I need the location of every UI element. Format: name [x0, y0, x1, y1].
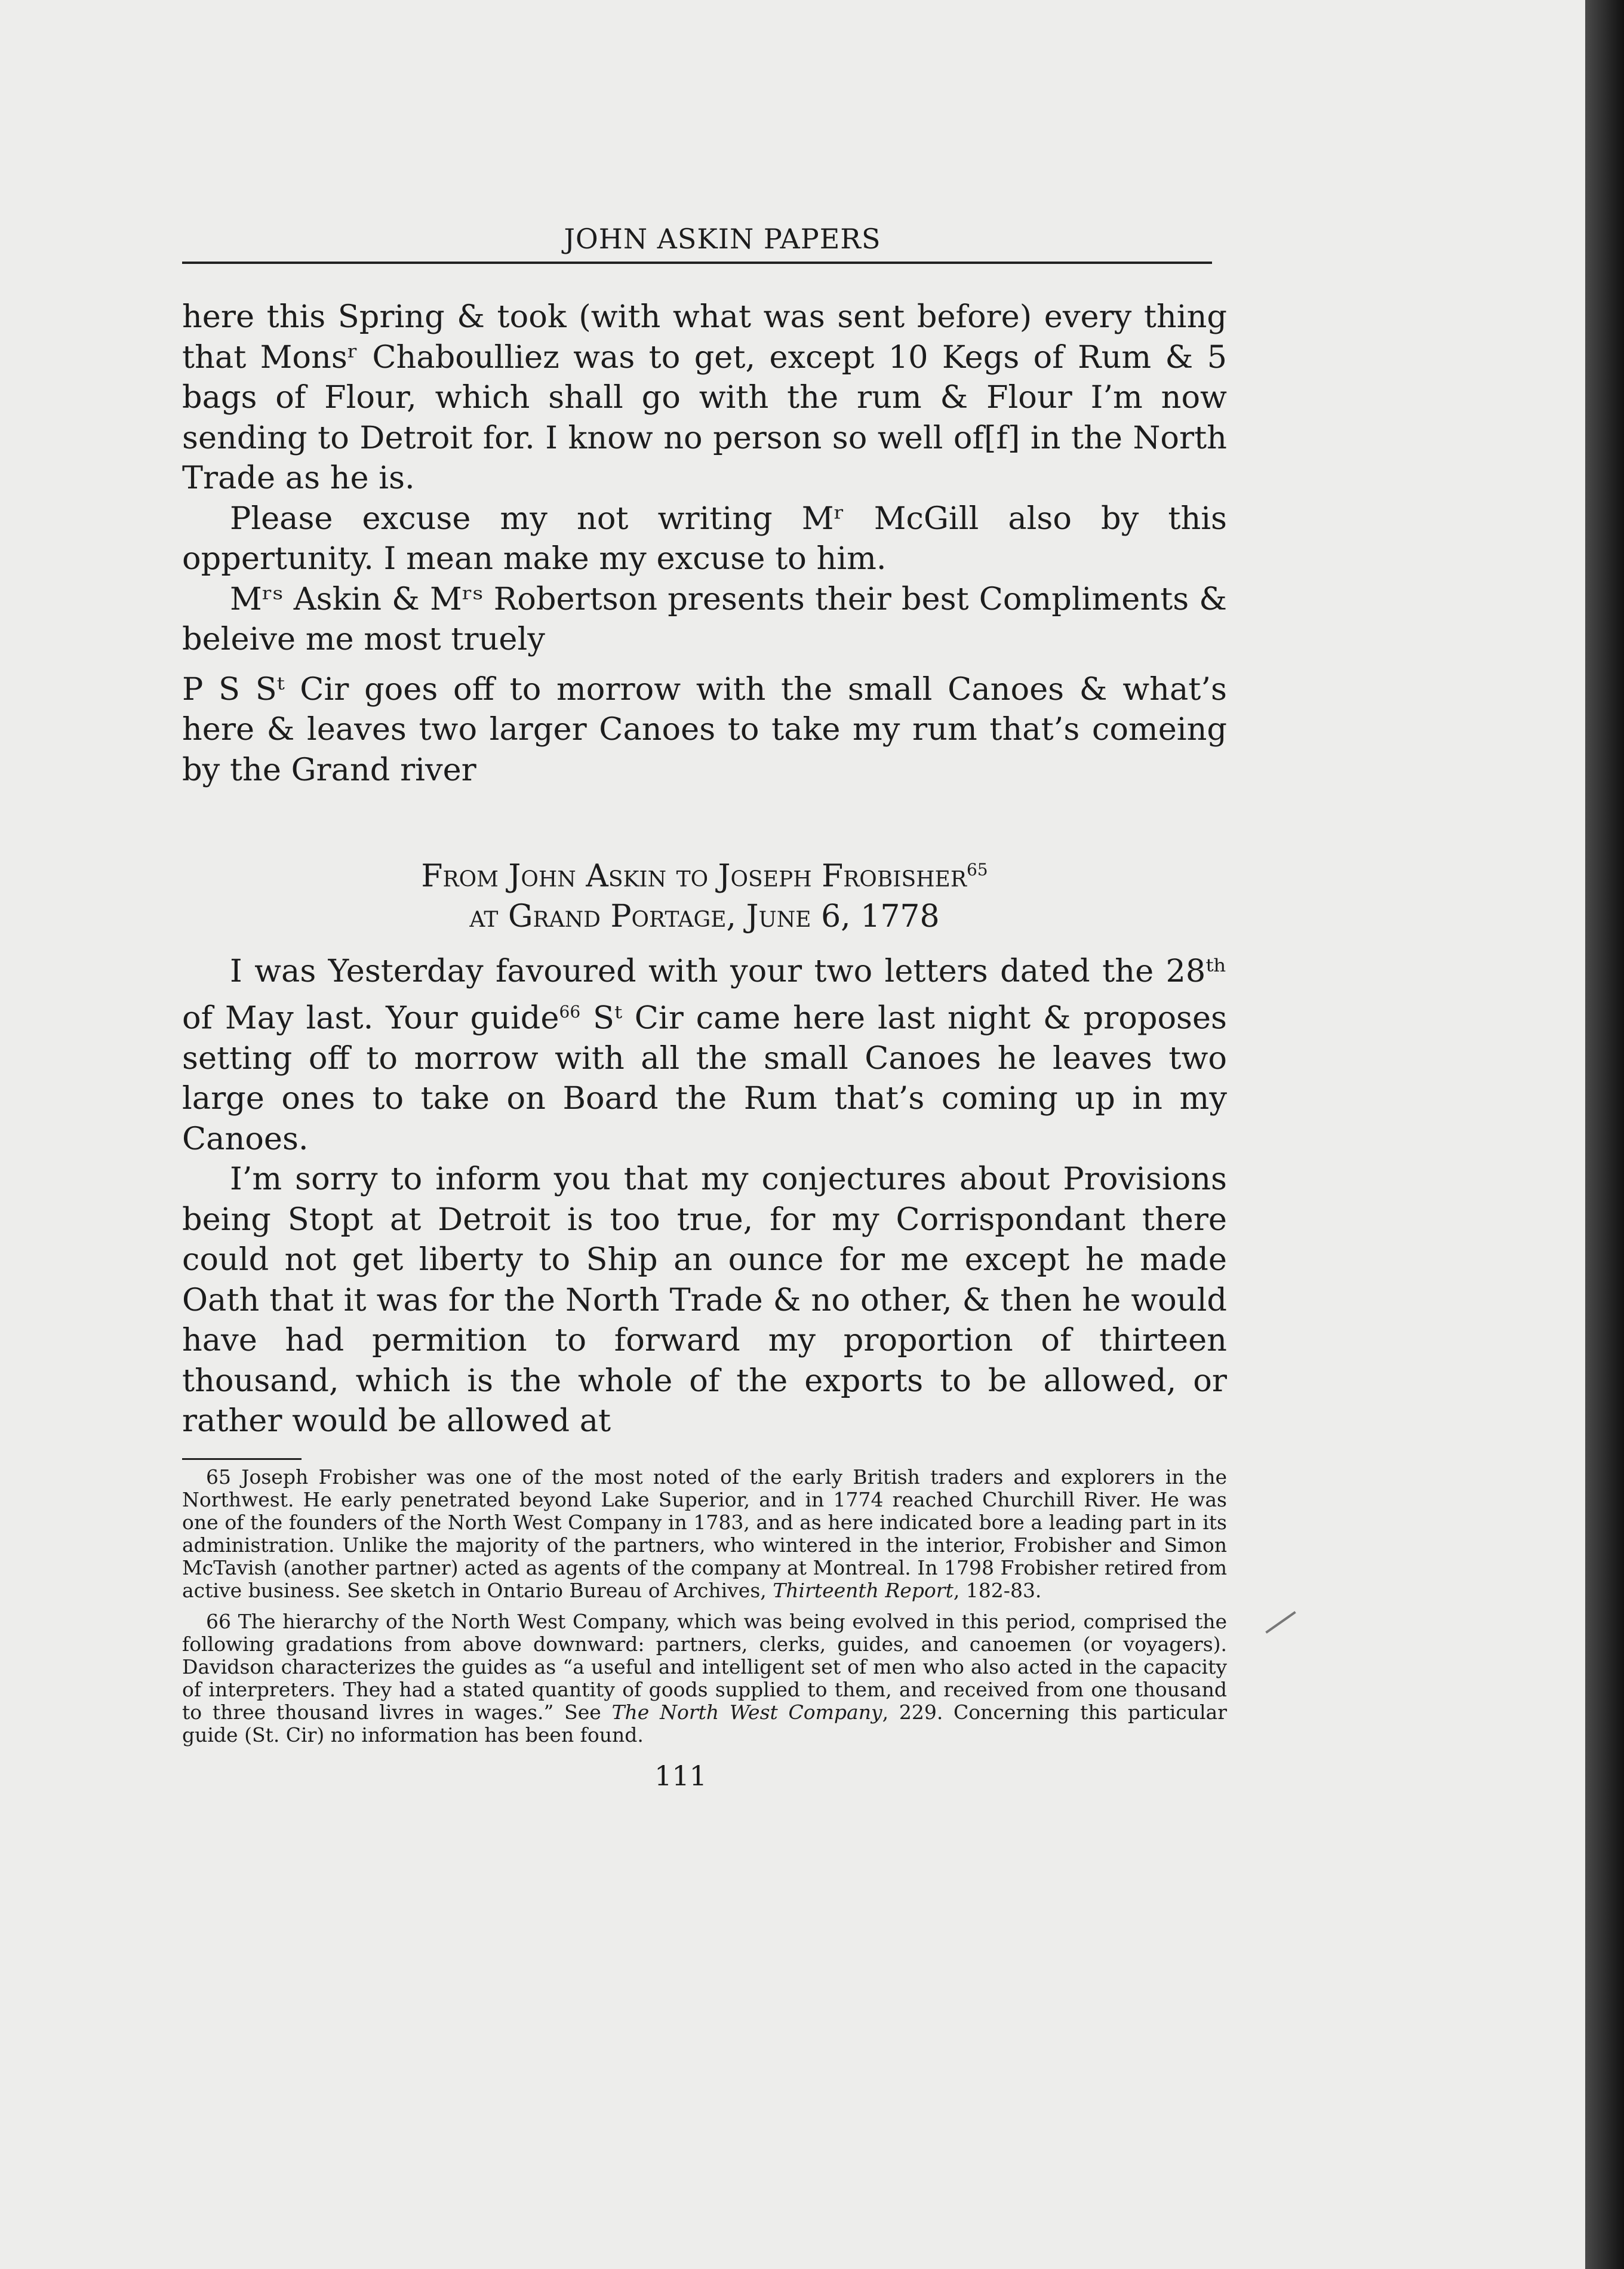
footnote-title: The North West Company [611, 1700, 882, 1724]
paragraph: here this Spring & took (with what was sent before) every thing that Monsʳ Chaboulliez was to get, except 10 Kegs of Rum & 5 bags of Flour, which shall go with the rum & Flour I’m now sending to Detroit for. I know no person so well of[f] in the North Trade as he is. [182, 299, 1227, 496]
body-text [182, 297, 1227, 1441]
footnote-66 [182, 1610, 1227, 1747]
running-head: JOHN ASKIN PAPERS [564, 223, 881, 255]
paragraph: I’m sorry to inform you that my conjectures about Provisions being Stopt at Detroit is too true, for my Corrispondant there could not get liberty to Ship an ounce for me except he made Oath that it was for the North Trade & no other, & then he would have had permition to forward my proportion of thirteen thousand, which is the whole of the exports to be allowed, or rather would be allowed at [182, 1161, 1227, 1440]
footnote-title: Thirteenth Report [773, 1578, 954, 1602]
page-edge-shadow [1585, 0, 1624, 2269]
footnote-text: 65 Joseph Frobisher was one of the most noted of the early British traders and explorers in the Northwest. He early penetrated beyond Lake Superior, and in 1774 reached Churchill River. He was one of the founders of the North West Company in 1783, and as here indicated bore a leading part in its administration. Unlike the majority of the partners, who wintered in the interior, Frobisher and Simon McTavish (another partner) acted as agents of the company at Montreal. In 1798 Frobisher retired from active business. See sketch in Ontario Bureau of Archives, [182, 1465, 1227, 1602]
pencil-mark [1265, 1611, 1296, 1634]
paragraph: Mʳˢ Askin & Mʳˢ Robertson presents their best Compliments & beleive me most truely [182, 580, 1227, 657]
footnote-text: , 182-83. [953, 1578, 1042, 1602]
paragraph [182, 951, 1227, 1159]
letter-heading [182, 850, 1227, 937]
footnote-ref-66[interactable]: 66 [559, 1001, 581, 1022]
footnote-text: 66 The hierarchy of the North West Company, which was being evolved in this period, comprised the following gradations from above downward: partners, clerks, guides, and canoemen (or voyagers). Davidson characterizes the guides as “a useful and intelligent set of men who also acted in the capacity of interpreters. They had a stated quantity of goods supplied to them, and received from one thousand to three thousand livres in wages.” See [182, 1609, 1227, 1724]
header-rule [182, 262, 1212, 264]
text-block [182, 221, 1227, 1792]
paragraph: Please excuse my not writing Mʳ McGill also by this oppertunity. I mean make my excuse to him. [182, 500, 1227, 577]
footnote-rule [182, 1458, 302, 1460]
footnotes [182, 1466, 1227, 1747]
letter-heading-line-2: at Grand Portage, June 6, 1778 [469, 899, 940, 935]
letter-heading-line-1: From John Askin to Joseph Frobisher [421, 858, 967, 894]
letter-text: Sᵗ Cir came here last night & proposes setting off to morrow with all the small Canoes he leaves two large ones to take on Board the Rum that’s coming up in my Canoes. [182, 1000, 1228, 1157]
letter-text: I was Yesterday favoured with your two letters dated the 28ᵗʰ of May last. Your guide [182, 953, 1227, 1037]
footnote-65 [182, 1466, 1227, 1602]
postscript: P S Sᵗ Cir goes off to morrow with the small Canoes & what’s here & leaves two larger Canoes to take my rum that’s comeing by the Grand river [182, 671, 1227, 788]
page-number: 111 [654, 1759, 707, 1792]
footnote-text: , 229. Concerning this particular guide (St. Cir) no information has been found. [182, 1700, 1227, 1747]
footnote-ref-65[interactable]: 65 [966, 860, 988, 880]
